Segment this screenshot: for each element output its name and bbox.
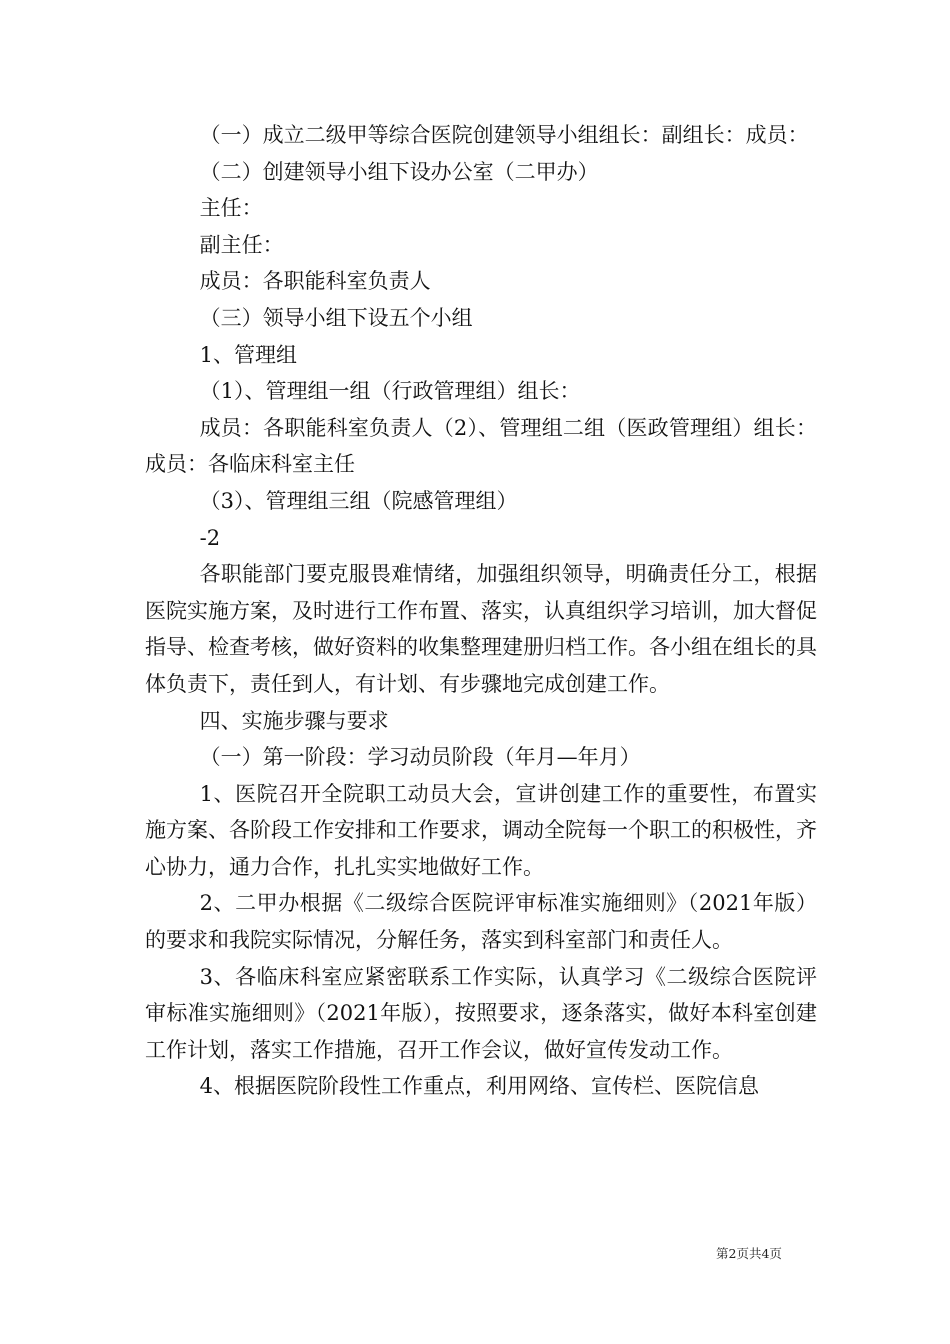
paragraph-director: 主任： (199, 196, 263, 221)
paragraph-responsibilities: 各职能部门要克服畏难情绪，加强组织领导，明确责任分工，根据医院实施方案，及时进行工作布置、落实，认真组织学习培训，加大督促指导、检查考核，做好资料的收集整理建册归档工作。各小组在组长的具体负责下，责任到人，有计划、有步骤地完成创建工作。 (145, 562, 817, 696)
body-text (145, 117, 817, 1105)
page-number: 第2页共4页 (716, 1246, 782, 1261)
paragraph-item-2: 2、二甲办根据《二级综合医院评审标准实施细则》（2021年版）的要求和我院实际情况，分解任务，落实到科室部门和责任人。 (145, 891, 817, 953)
paragraph-members: 成员：各职能科室负责人 (199, 269, 431, 294)
paragraph-group-two: 成员：各职能科室负责人（2）、管理组二组（医政管理组）组长：成员：各临床科室主任 (145, 415, 817, 477)
paragraph-item-4: 4、根据医院阶段性工作重点，利用网络、宣传栏、医院信息 (199, 1074, 759, 1099)
paragraph-group-three: （3）、管理组三组（院感管理组） (199, 488, 518, 513)
paragraph-item-1: 1、医院召开全院职工动员大会，宣讲创建工作的重要性，布置实施方案、各阶段工作安排和工作要求，调动全院每一个职工的积极性，齐心协力，通力合作，扎扎实实地做好工作。 (145, 781, 817, 879)
paragraph-item-3: 3、各临床科室应紧密联系工作实际，认真学习《二级综合医院评审标准实施细则》（2021年版），按照要求，逐条落实，做好本科室创建工作计划，落实工作措施，召开工作会议，做好宣传发动工作。 (145, 964, 817, 1062)
paragraph-marker: -2 (199, 525, 221, 550)
paragraph-leadership-group: （一）成立二级甲等综合医院创建领导小组组长：副组长：成员： (199, 123, 809, 147)
paragraph-deputy-director: 副主任： (199, 232, 284, 257)
section-heading-steps: 四、实施步骤与要求 (199, 708, 389, 733)
paragraph-five-groups: （三）领导小组下设五个小组 (199, 305, 473, 330)
paragraph-management-group: 1、管理组 (199, 342, 297, 367)
paragraph-group-one: （1）、管理组一组（行政管理组）组长： (199, 379, 581, 404)
paragraph-office: （二）创建领导小组下设办公室（二甲办） (199, 159, 599, 184)
paragraph-phase-one: （一）第一阶段：学习动员阶段（年月—年月） (199, 745, 641, 770)
